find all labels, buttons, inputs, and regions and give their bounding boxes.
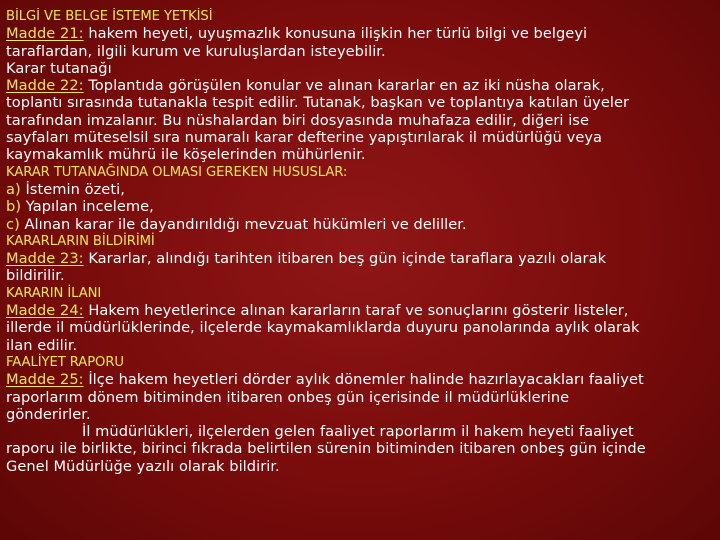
list-item-a: [6, 181, 712, 198]
paragraph-madde-25-line-4: İl müdürlükleri, ilçelerden gelen faaliyet raporlarım il hakem heyeti faaliyet: [82, 423, 634, 441]
section-heading-bilgi-belge: BİLGİ VE BELGE İSTEME YETKİSİ: [6, 9, 213, 24]
madde-23-text: Kararlar, alındığı tarihten itibaren beş gün içinde taraflara yazılı olarak: [83, 250, 607, 268]
paragraph-madde-21-line-2: taraflardan, ilgili kurum ve kuruluşlardan isteyebilir.: [6, 42, 386, 60]
madde-24-label: Madde 24:: [6, 302, 84, 320]
paragraph-madde-25-line-3: gönderirler.: [6, 405, 91, 423]
madde-25-text: İlçe hakem heyetleri dörder aylık dönemler halinde hazırlayacakları faaliyet: [83, 371, 644, 389]
paragraph-madde-24-line-3: ilan edilir.: [6, 336, 78, 354]
madde-24-text: Hakem heyetlerince alınan kararların taraf ve sonuçlarını gösterir listeler,: [83, 302, 629, 320]
madde-22-label: Madde 22:: [6, 77, 84, 95]
paragraph-madde-24-line-1: [6, 302, 712, 319]
paragraph-madde-25-line-6: Genel Müdürlüğe yazılı olarak bildirir.: [6, 457, 280, 475]
paragraph-madde-22-line-1: [6, 77, 712, 94]
paragraph-madde-22-line-4: sayfaları müteselsil sıra numaralı karar defterine yapıştırılarak il müdürlüğü veya: [6, 129, 603, 147]
list-text-c: Alınan karar ile dayandırıldığı mevzuat hükümleri ve deliller.: [19, 215, 467, 233]
slide-content: [6, 8, 712, 534]
list-letter-a: a): [6, 180, 21, 198]
madde-23-label: Madde 23:: [6, 250, 84, 268]
paragraph-madde-22-line-2: toplantı sırasında tutanakla tespit edilir. Tutanak, başkan ve toplantıya katılan üyeler: [6, 94, 630, 112]
section-heading-kararlarin-bildirimi: KARARLARIN BİLDİRİMİ: [6, 233, 155, 249]
paragraph-madde-23-line-2: bildirilir.: [6, 267, 65, 285]
list-item-b: [6, 198, 712, 215]
paragraph-madde-25-line-2: raporlarım dönem bitiminden itibaren onbeş gün içerisinde il müdürlüklerine: [6, 388, 570, 406]
list-text-b: Yapılan inceleme,: [21, 198, 154, 216]
paragraph-madde-25-line-5: raporu ile birlikte, birinci fıkrada belirtilen sürenin bitiminden itibaren onbeş gün içinde: [6, 440, 646, 458]
paragraph-madde-22-line-5: kaymakamlık mührü ile köşelerinden mühürlenir.: [6, 146, 366, 164]
section-heading-karar-tutanaginda: KARAR TUTANAĞINDA OLMASI GEREKEN HUSUSLAR:: [6, 164, 348, 180]
section-heading-kararin-ilani: KARARIN İLANI: [6, 285, 102, 301]
paragraph-madde-22-line-3: tarafından imzalanır. Bu nüshalardan biri dosyasında muhafaza edilir, diğeri ise: [6, 111, 589, 129]
madde-21-text: hakem heyeti, uyuşmazlık konusuna ilişkin her türlü bilgi ve belgeyi: [83, 25, 588, 43]
madde-22-text: Toplantıda görüşülen konular ve alınan kararlar en az iki nüsha olarak,: [83, 77, 605, 95]
list-letter-b: b): [6, 198, 22, 216]
madde-25-label: Madde 25:: [6, 371, 84, 389]
paragraph-madde-21-line-1: [6, 25, 712, 42]
section-heading-karar-tutanagi: Karar tutanağı: [6, 59, 112, 77]
madde-21-label: Madde 21:: [6, 25, 84, 43]
paragraph-madde-25-line-1: [6, 371, 712, 388]
paragraph-madde-23-line-1: [6, 250, 712, 267]
list-item-c: [6, 216, 712, 233]
paragraph-madde-24-line-2: illerde il müdürlüklerinde, ilçelerde kaymakamlıklarda duyuru panolarında aylık olarak: [6, 319, 640, 337]
list-text-a: İstemin özeti,: [20, 180, 125, 198]
section-heading-faaliyet-raporu: FAALİYET RAPORU: [6, 354, 124, 370]
list-letter-c: c): [6, 215, 20, 233]
